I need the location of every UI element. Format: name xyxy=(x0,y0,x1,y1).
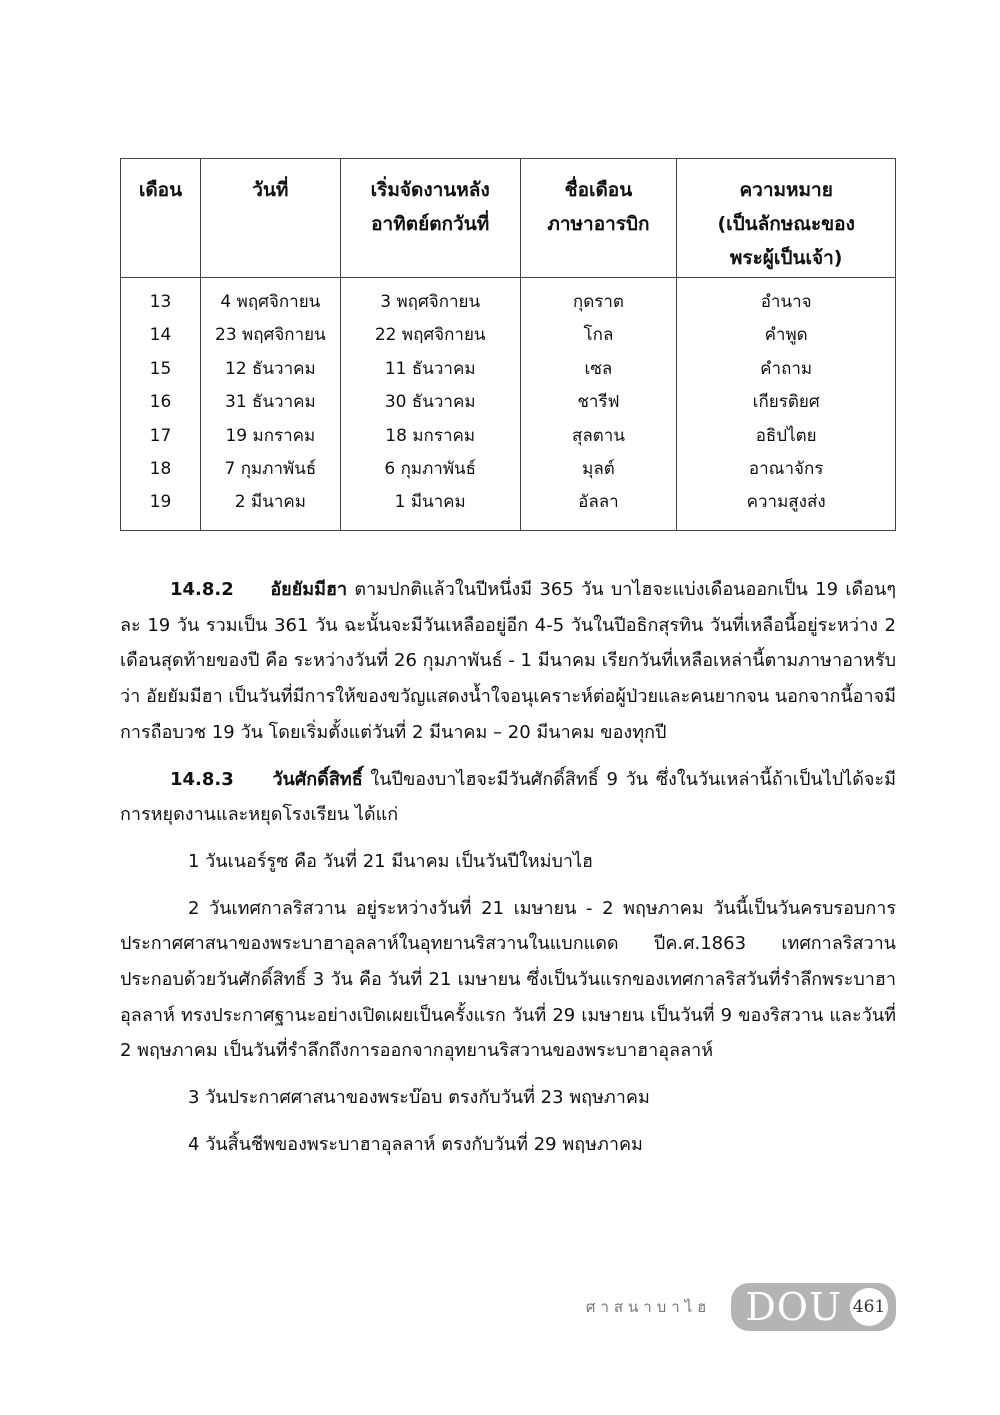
holy-day-item: 2 วันเทศกาลริสวาน อยู่ระหว่างวันที่ 21 เมษายน - 2 พฤษภาคม วันนี้เป็นวันครบรอบการประกาศศาสนาของพระบาฮาอุลลาห์ในอุทยานริสวานในแบกแดด ปีค.ศ.1863 เทศกาลริสวานประกอบด้วยวันศักดิ์สิทธิ์ 3 วัน คือ วันที่ 21 เมษายน ซึ่งเป็นวันแรกของเทศกาลริสวันที่รำลึกพระบาฮาอุลลาห์ ทรงประกาศฐานะอย่างเปิดเผยเป็นครั้งแรก วันที่ 29 เมษายน เป็นวันที่ 9 ของริสวาน และวันที่ 2 พฤษภาคม เป็นวันที่รำลึกถึงการออกจากอุทยานริสวานของพระบาฮาอุลลาห์ xyxy=(120,897,896,1062)
cell: สุลตาน xyxy=(520,420,677,453)
cell: 6 กุมภาพันธ์ xyxy=(340,453,520,486)
cell: 13 xyxy=(121,278,201,320)
body-text xyxy=(120,572,896,1163)
cell: 12 ธันวาคม xyxy=(200,353,340,386)
header-start: เริ่มจัดงานหลัง อาทิตย์ตกวันที่ xyxy=(340,159,520,278)
table-row xyxy=(121,353,896,386)
header-arabic-name: ชื่อเดือน ภาษาอารบิก xyxy=(520,159,677,278)
cell: 4 พฤศจิกายน xyxy=(200,278,340,320)
cell: คำถาม xyxy=(677,353,896,386)
table-row xyxy=(121,486,896,530)
cell: อธิปไตย xyxy=(677,420,896,453)
section-14-8-3 xyxy=(120,762,896,833)
cell: 17 xyxy=(121,420,201,453)
section-text: ตามปกติแล้วในปีหนึ่งมี 365 วัน บาไฮจะแบ่งเดือนออกเป็น 19 เดือนๆ ละ 19 วัน รวมเป็น 361 วัน ฉะนั้นจะมีวันเหลืออยู่อีก 4-5 วันในปีอธิกสุรทิน วันที่เหลือนี้อยู่ระหว่าง 2 เดือนสุดท้ายของปี คือ ระหว่างวันที่ 26 กุมภาพันธ์ - 1 มีนาคม เรียกวันที่เหลือเหล่านี้ตามภาษาอาหรับว่า อัยยัมมีฮา เป็นวันที่มีการให้ของขวัญแสดงน้ำใจอนุเคราะห์ต่อผู้ป่วยและคนยากจน นอกจากนี้อาจมีการถือบวช 19 วัน โดยเริ่มตั้งแต่วันที่ 2 มีนาคม – 20 มีนาคม ของทุกปี xyxy=(120,579,896,743)
cell: 11 ธันวาคม xyxy=(340,353,520,386)
section-title: อัยยัมมีฮา xyxy=(270,579,348,600)
holy-day-item: 1 วันเนอร์รูซ คือ วันที่ 21 มีนาคม เป็นวันปีใหม่บาไฮ xyxy=(188,850,594,872)
cell: 19 มกราคม xyxy=(200,420,340,453)
cell: อาณาจักร xyxy=(677,453,896,486)
table-row xyxy=(121,278,896,320)
cell: เกียรติยศ xyxy=(677,386,896,419)
cell: เซล xyxy=(520,353,677,386)
cell: 22 พฤศจิกายน xyxy=(340,319,520,352)
cell: กุดราต xyxy=(520,278,677,320)
cell: 7 กุมภาพันธ์ xyxy=(200,453,340,486)
cell: 14 xyxy=(121,319,201,352)
cell: 1 มีนาคม xyxy=(340,486,520,530)
cell: คำพูด xyxy=(677,319,896,352)
section-number: 14.8.2 xyxy=(170,579,234,600)
page-number: 461 xyxy=(850,1288,888,1326)
section-number: 14.8.3 xyxy=(170,768,234,790)
dou-badge xyxy=(731,1283,896,1331)
header-date: วันที่ xyxy=(200,159,340,278)
table-row xyxy=(121,386,896,419)
cell: 18 xyxy=(121,453,201,486)
table-row xyxy=(121,420,896,453)
cell: มุลต์ xyxy=(520,453,677,486)
dou-logo: DOU xyxy=(745,1285,842,1329)
cell: 15 xyxy=(121,353,201,386)
section-title: วันศักดิ์สิทธิ์ xyxy=(272,768,363,790)
cell: 23 พฤศจิกายน xyxy=(200,319,340,352)
cell: ความสูงส่ง xyxy=(677,486,896,530)
holy-day-item: 4 วันสิ้นชีพของพระบาฮาอุลลาห์ ตรงกับวันที่ 29 พฤษภาคม xyxy=(188,1133,643,1155)
table-header-row xyxy=(121,159,896,278)
cell: อำนาจ xyxy=(677,278,896,320)
footer-subject: ศาสนาบาไฮ xyxy=(585,1298,712,1316)
cell: ชารีฟ xyxy=(520,386,677,419)
page-footer xyxy=(586,1283,896,1331)
cell: 18 มกราคม xyxy=(340,420,520,453)
cell: 3 พฤศจิกายน xyxy=(340,278,520,320)
cell: 30 ธันวาคม xyxy=(340,386,520,419)
holy-day-item: 3 วันประกาศศาสนาของพระบ๊อบ ตรงกับวันที่ 23 พฤษภาคม xyxy=(188,1087,650,1109)
cell: 2 มีนาคม xyxy=(200,486,340,530)
table-row xyxy=(121,453,896,486)
cell: โกล xyxy=(520,319,677,352)
header-month: เดือน xyxy=(121,159,201,278)
section-14-8-2 xyxy=(120,572,896,751)
months-table xyxy=(120,158,896,531)
header-meaning: ความหมาย (เป็นลักษณะของ พระผู้เป็นเจ้า) xyxy=(677,159,896,278)
section-text: ในปีของบาไฮจะมีวันศักดิ์สิทธิ์ 9 วัน ซึ่งในวันเหล่านี้ถ้าเป็นไปได้จะมีการหยุดงานและหยุดโรงเรียน ได้แก่ xyxy=(120,768,896,826)
cell: 19 xyxy=(121,486,201,530)
table-row xyxy=(121,319,896,352)
cell: 16 xyxy=(121,386,201,419)
cell: อัลลา xyxy=(520,486,677,530)
cell: 31 ธันวาคม xyxy=(200,386,340,419)
